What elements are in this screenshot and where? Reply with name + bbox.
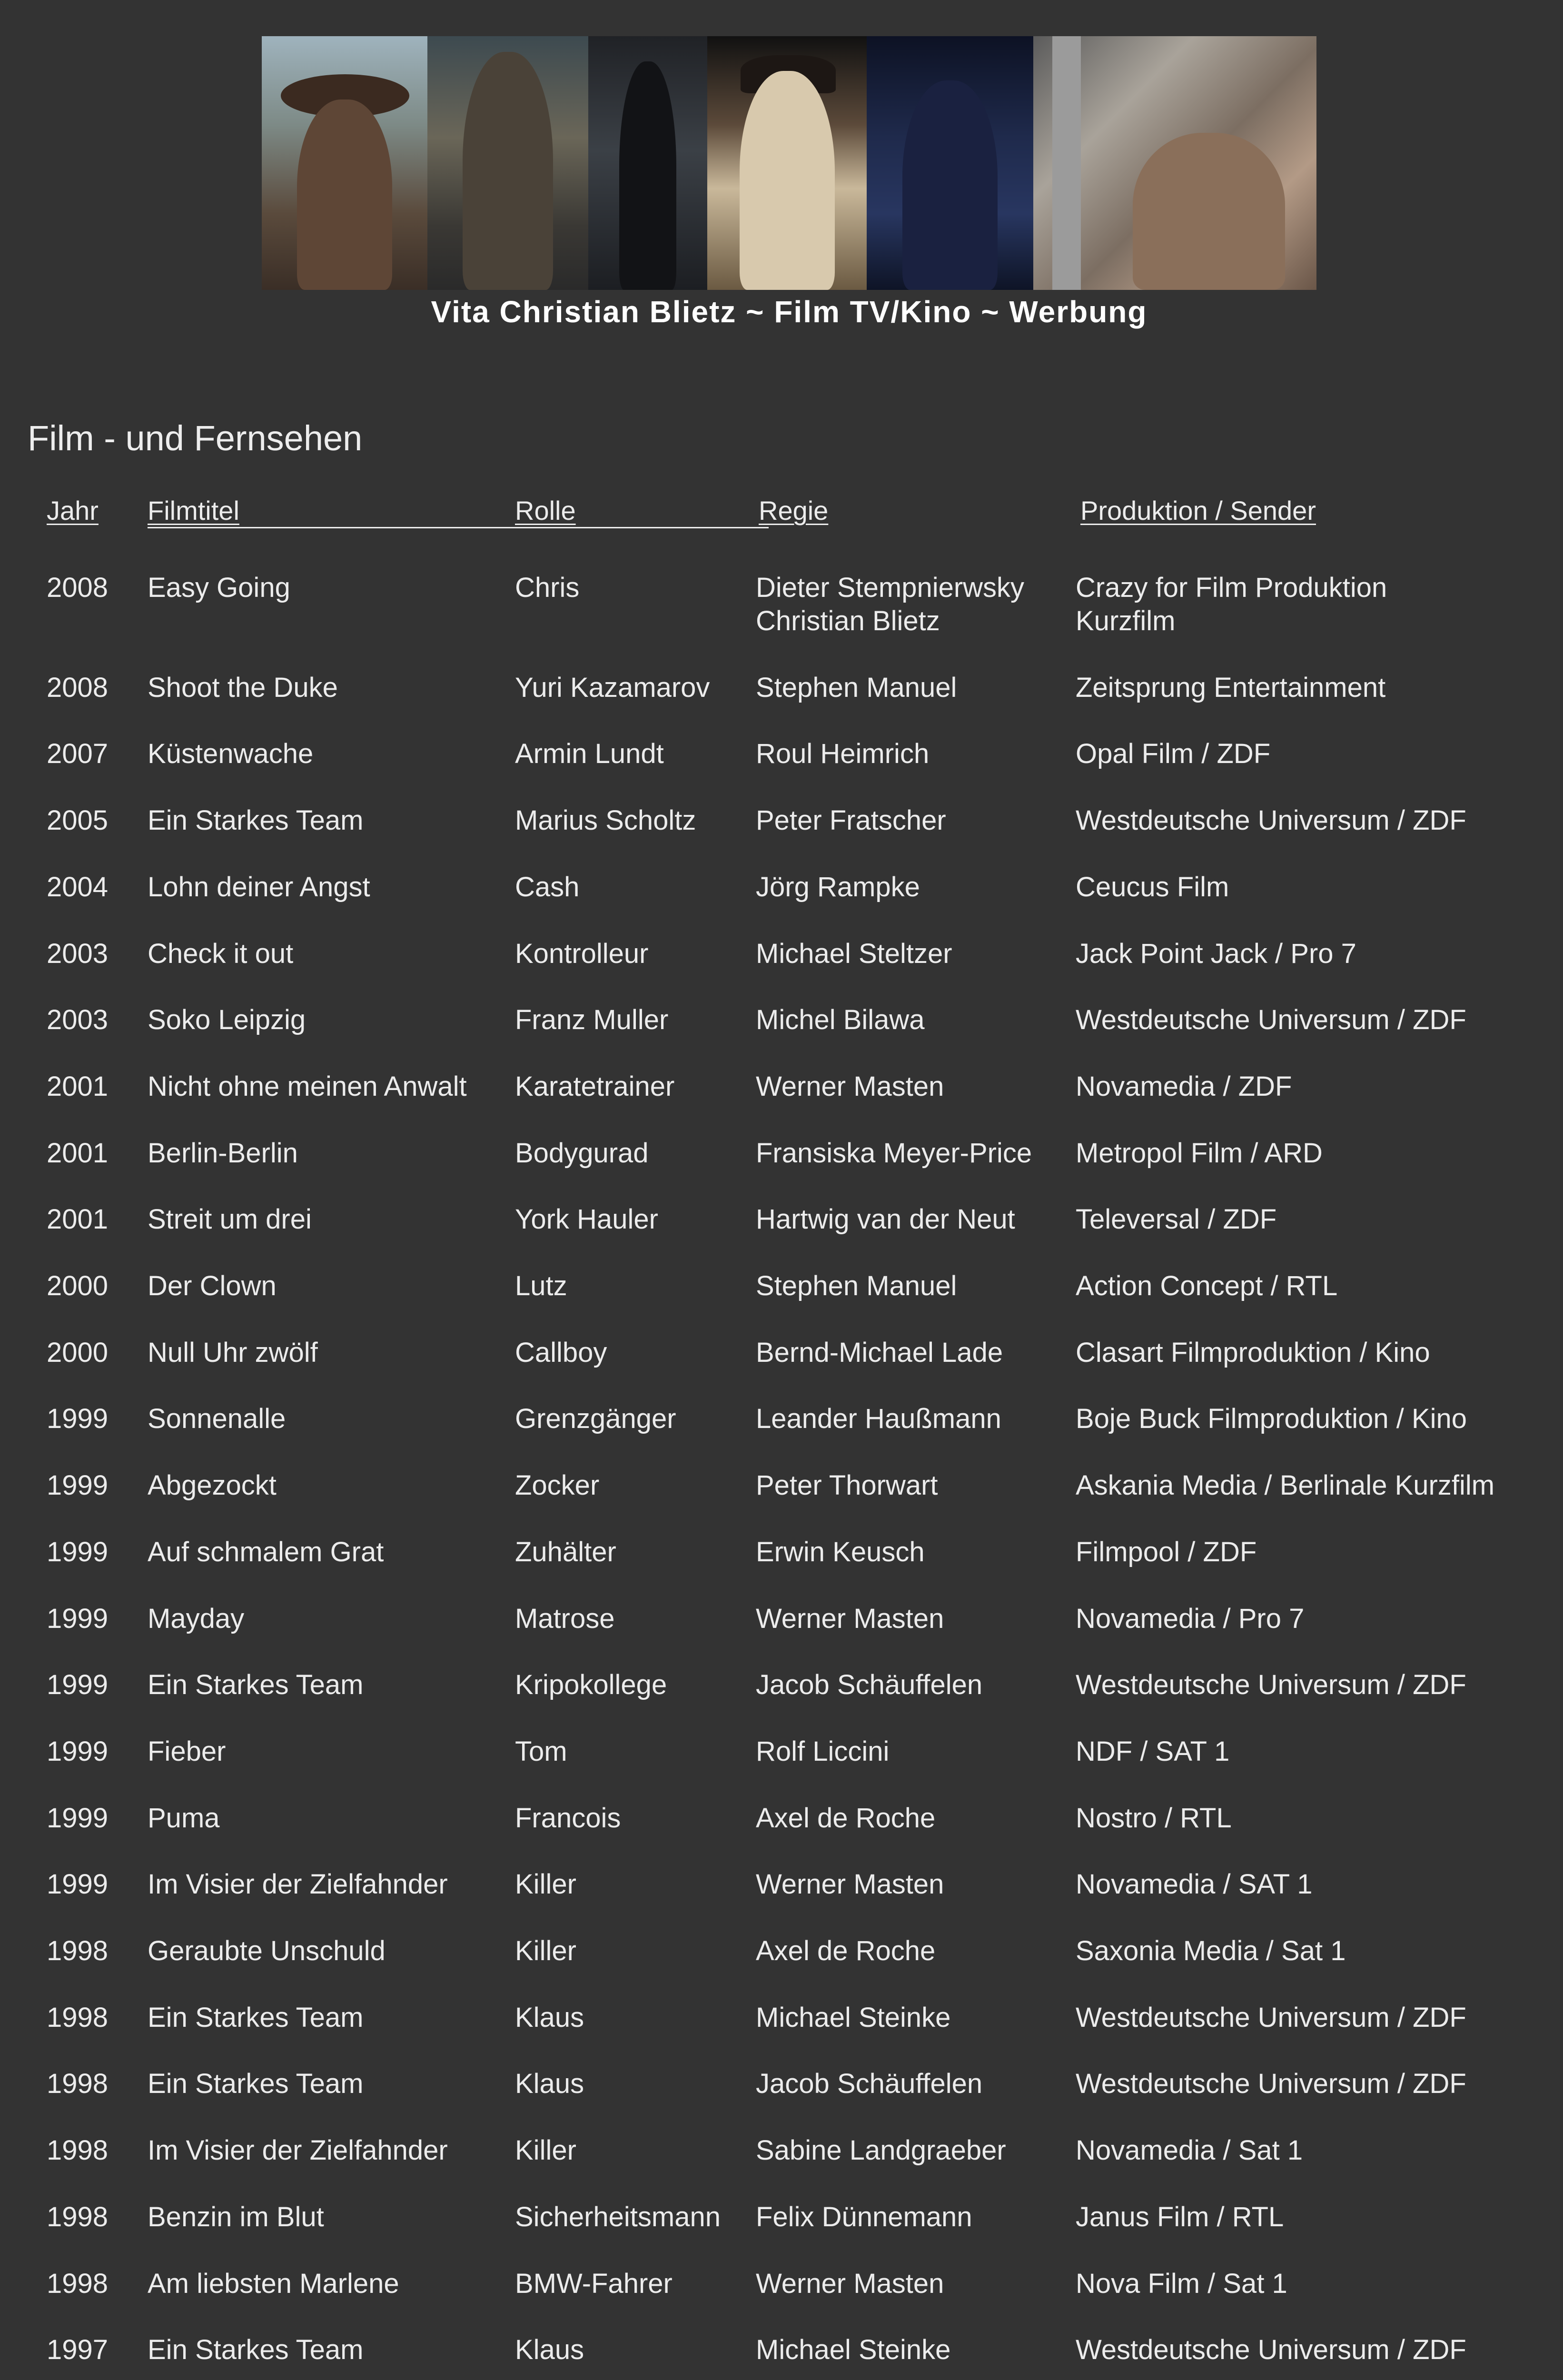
title-cell: Benzin im Blut [148, 2201, 324, 2232]
title-cell: Puma [148, 1802, 220, 1834]
table-row [0, 1469, 1563, 1507]
production-cell [1076, 671, 1385, 704]
table-row [0, 1668, 1563, 1706]
year-cell: 2000 [47, 1270, 109, 1301]
year-cell: 2001 [47, 1204, 109, 1235]
production-cell-line: Kurzfilm [1076, 605, 1176, 636]
title-cell: Soko Leipzig [148, 1004, 306, 1036]
production-cell [1076, 1536, 1256, 1569]
production-cell-line: Westdeutsche Universum / ZDF [1076, 1669, 1466, 1701]
director-cell-line: Michel Bilawa [756, 1004, 925, 1036]
production-cell-line: Clasart Filmproduktion / Kino [1076, 1337, 1430, 1368]
title-cell: Fieber [148, 1735, 226, 1767]
title-cell: Nicht ohne meinen Anwalt [148, 1071, 467, 1102]
production-cell-line: Novamedia / Pro 7 [1076, 1603, 1305, 1634]
director-cell-line: Michael Steltzer [756, 938, 952, 969]
role-cell: Zuhälter [515, 1536, 616, 1567]
photo-pirate [707, 36, 867, 290]
title-cell: Ein Starkes Team [148, 2002, 364, 2033]
table-row [0, 1003, 1563, 1041]
table-row [0, 571, 1563, 636]
role-cell: Tom [515, 1735, 567, 1767]
director-cell-line: Christian Blietz [756, 605, 940, 636]
director-cell [756, 804, 946, 837]
table-row [0, 671, 1563, 709]
year-cell: 2005 [47, 805, 109, 836]
director-cell [756, 2201, 972, 2234]
year-cell: 2003 [47, 938, 109, 969]
role-cell: Bodygurad [515, 1137, 649, 1169]
production-cell-line: Novamedia / Sat 1 [1076, 2135, 1303, 2166]
production-cell-line: Westdeutsche Universum / ZDF [1076, 2068, 1466, 2100]
director-cell [756, 1336, 1003, 1369]
table-row [0, 1536, 1563, 1574]
production-cell [1076, 1269, 1337, 1303]
production-cell-line: NDF / SAT 1 [1076, 1735, 1230, 1767]
director-cell-line: Michael Steinke [756, 2002, 951, 2033]
title-cell: Küstenwache [148, 738, 314, 770]
year-cell: 1999 [47, 1470, 109, 1501]
production-cell [1076, 1003, 1466, 1037]
title-cell: Am liebsten Marlene [148, 2268, 399, 2299]
title-cell: Abgezockt [148, 1470, 277, 1501]
title-cell: Mayday [148, 1603, 245, 1634]
table-row [0, 1802, 1563, 1840]
director-cell-line: Rolf Liccini [756, 1735, 890, 1767]
director-cell [756, 1070, 944, 1103]
director-cell [756, 1003, 925, 1037]
column-header-production: Produktion / Sender [1080, 496, 1316, 526]
production-cell-line: Janus Film / RTL [1076, 2201, 1284, 2232]
year-cell: 1998 [47, 2002, 109, 2033]
director-cell [756, 1203, 1015, 1236]
production-cell [1076, 1336, 1430, 1369]
director-cell-line: Felix Dünnemann [756, 2201, 972, 2232]
role-cell: Klaus [515, 2002, 584, 2033]
production-cell [1076, 2134, 1303, 2167]
title-cell: Streit um drei [148, 1204, 312, 1235]
role-cell: Kontrolleur [515, 938, 649, 969]
role-cell: Marius Scholtz [515, 805, 696, 836]
director-cell-line: Stephen Manuel [756, 672, 957, 703]
production-cell [1076, 1802, 1232, 1835]
production-cell [1076, 737, 1270, 771]
director-cell-line: Roul Heimrich [756, 738, 930, 770]
director-cell [756, 1602, 944, 1636]
director-cell-line: Leander Haußmann [756, 1403, 1001, 1435]
director-cell [756, 737, 929, 771]
year-cell: 1999 [47, 1603, 109, 1634]
production-cell-line: Novamedia / ZDF [1076, 1071, 1292, 1102]
table-row [0, 2067, 1563, 2105]
production-cell-line: Televersal / ZDF [1076, 1204, 1277, 1235]
production-cell-line: Boje Buck Filmproduktion / Kino [1076, 1403, 1467, 1435]
director-cell-line: Bernd-Michael Lade [756, 1337, 1003, 1368]
production-cell-line: Saxonia Media / Sat 1 [1076, 1935, 1346, 1966]
year-cell: 1998 [47, 2268, 109, 2299]
production-cell [1076, 2201, 1284, 2234]
column-header-role: Rolle [515, 496, 576, 526]
year-cell: 1997 [47, 2334, 109, 2366]
production-cell [1076, 1203, 1276, 1236]
production-cell [1076, 571, 1387, 638]
director-cell [756, 1934, 935, 1968]
table-row [0, 1336, 1563, 1374]
production-cell-line: Westdeutsche Universum / ZDF [1076, 2334, 1466, 2366]
production-cell-line: Nova Film / Sat 1 [1076, 2268, 1287, 2299]
column-header-director: Regie [759, 496, 829, 526]
year-cell: 1998 [47, 1935, 109, 1966]
director-cell-line: Erwin Keusch [756, 1536, 925, 1567]
director-cell-line: Peter Thorwart [756, 1470, 938, 1501]
role-cell: Franz Muller [515, 1004, 669, 1036]
title-cell: Ein Starkes Team [148, 2334, 364, 2366]
director-cell-line: Jörg Rampke [756, 871, 920, 902]
production-cell [1076, 2067, 1466, 2101]
table-row [0, 1137, 1563, 1175]
production-cell-line: Westdeutsche Universum / ZDF [1076, 1004, 1466, 1036]
photo-dark-portrait [867, 36, 1033, 290]
director-cell-line: Peter Fratscher [756, 805, 946, 836]
role-cell: BMW-Fahrer [515, 2268, 673, 2299]
photo-gunman [427, 36, 588, 290]
director-cell-line: Fransiska Meyer-Price [756, 1137, 1032, 1169]
production-cell [1076, 2001, 1466, 2034]
production-cell [1076, 1402, 1467, 1436]
director-cell [756, 1668, 982, 1702]
year-cell: 2007 [47, 738, 109, 770]
production-cell-line: Zeitsprung Entertainment [1076, 672, 1386, 703]
role-cell: Zocker [515, 1470, 600, 1501]
film-section-heading: Film - und Fernsehen [28, 418, 363, 458]
table-row [0, 2267, 1563, 2305]
director-cell [756, 1137, 1032, 1170]
production-cell-line: Opal Film / ZDF [1076, 738, 1271, 770]
director-cell-line: Werner Masten [756, 1071, 944, 1102]
year-cell: 1999 [47, 1869, 109, 1900]
director-cell-line: Werner Masten [756, 2268, 944, 2299]
director-cell [756, 671, 957, 704]
director-cell [756, 1802, 935, 1835]
column-header-title: Filmtitel [148, 496, 239, 526]
banner-caption: Vita Christian Blietz ~ Film TV/Kino ~ Werbung [431, 295, 1148, 329]
director-cell [756, 2333, 950, 2367]
director-cell-line: Jacob Schäuffelen [756, 1669, 983, 1701]
director-cell-line: Werner Masten [756, 1869, 944, 1900]
title-cell: Geraubte Unschuld [148, 1935, 386, 1966]
production-cell-line: Westdeutsche Universum / ZDF [1076, 2002, 1466, 2033]
production-cell [1076, 1934, 1345, 1968]
year-cell: 1999 [47, 1802, 109, 1834]
table-row [0, 1402, 1563, 1440]
production-cell-line: Novamedia / SAT 1 [1076, 1869, 1313, 1900]
director-cell [756, 1402, 1001, 1436]
director-cell [756, 2267, 944, 2301]
role-cell: Lutz [515, 1270, 567, 1301]
role-cell: York Hauler [515, 1204, 658, 1235]
table-row [0, 1868, 1563, 1906]
title-cell: Ein Starkes Team [148, 2068, 364, 2100]
production-cell-line: Filmpool / ZDF [1076, 1536, 1257, 1567]
director-cell [756, 2001, 950, 2034]
table-row [0, 1934, 1563, 1973]
year-cell: 1999 [47, 1403, 109, 1435]
year-cell: 2004 [47, 871, 109, 902]
director-cell [756, 1536, 925, 1569]
title-cell: Easy Going [148, 572, 290, 603]
year-cell: 1999 [47, 1669, 109, 1701]
film-table-header [47, 495, 1351, 528]
title-cell: Check it out [148, 938, 294, 969]
production-cell-line: Nostro / RTL [1076, 1802, 1232, 1834]
title-cell: Berlin-Berlin [148, 1137, 298, 1169]
photo-cowboy [262, 36, 427, 290]
year-cell: 1998 [47, 2201, 109, 2232]
production-cell [1076, 1735, 1229, 1768]
table-row [0, 1269, 1563, 1308]
table-row [0, 937, 1563, 975]
role-cell: Killer [515, 1869, 576, 1900]
director-cell-line: Hartwig van der Neut [756, 1204, 1015, 1235]
director-cell-line: Sabine Landgraeber [756, 2135, 1006, 2166]
production-cell [1076, 1070, 1292, 1103]
table-row [0, 1602, 1563, 1640]
director-cell [756, 871, 920, 904]
year-cell: 1998 [47, 2068, 109, 2100]
year-cell: 2003 [47, 1004, 109, 1036]
title-cell: Im Visier der Zielfahnder [148, 2135, 448, 2166]
table-row [0, 737, 1563, 775]
title-cell: Ein Starkes Team [148, 1669, 364, 1701]
production-cell [1076, 937, 1356, 971]
director-cell-line: Michael Steinke [756, 2334, 951, 2366]
director-cell-line: Axel de Roche [756, 1802, 936, 1834]
year-cell: 1998 [47, 2135, 109, 2166]
year-cell: 2008 [47, 672, 109, 703]
role-cell: Chris [515, 572, 580, 603]
production-cell [1076, 2267, 1287, 2301]
table-row [0, 1735, 1563, 1773]
year-cell: 1999 [47, 1735, 109, 1767]
title-cell: Lohn deiner Angst [148, 871, 370, 902]
production-cell [1076, 804, 1466, 837]
column-header-year: Jahr [47, 496, 99, 526]
role-cell: Klaus [515, 2068, 584, 2100]
role-cell: Kripokollege [515, 1669, 667, 1701]
table-row [0, 1203, 1563, 1241]
production-cell-line: Westdeutsche Universum / ZDF [1076, 805, 1466, 836]
director-cell [756, 1469, 938, 1502]
production-cell [1076, 1469, 1494, 1502]
production-cell [1076, 1668, 1466, 1702]
production-cell-line: Metropol Film / ARD [1076, 1137, 1323, 1169]
role-cell: Karatetrainer [515, 1071, 675, 1102]
director-cell [756, 937, 952, 971]
director-cell [756, 571, 1024, 638]
production-cell-line: Action Concept / RTL [1076, 1270, 1338, 1301]
director-cell-line: Dieter Stempnierwsky [756, 572, 1025, 603]
director-cell-line: Werner Masten [756, 1603, 944, 1634]
table-row [0, 871, 1563, 909]
role-cell: Killer [515, 1935, 576, 1966]
title-cell: Sonnenalle [148, 1403, 286, 1435]
role-cell: Killer [515, 2135, 576, 2166]
production-cell [1076, 2333, 1466, 2367]
header-divider-line [148, 527, 769, 528]
table-row [0, 2134, 1563, 2172]
production-cell [1076, 1868, 1313, 1901]
table-row [0, 2333, 1563, 2371]
banner-photo-strip [262, 36, 1316, 290]
year-cell: 2008 [47, 572, 109, 603]
director-cell [756, 2134, 1006, 2167]
photo-stunt-scene [1033, 36, 1316, 290]
title-cell: Auf schmalem Grat [148, 1536, 384, 1567]
production-cell-line: Askania Media / Berlinale Kurzfilm [1076, 1470, 1495, 1501]
role-cell: Armin Lundt [515, 738, 664, 770]
director-cell [756, 1868, 944, 1901]
role-cell: Callboy [515, 1337, 607, 1368]
year-cell: 2000 [47, 1337, 109, 1368]
title-cell: Der Clown [148, 1270, 277, 1301]
role-cell: Sicherheitsmann [515, 2201, 721, 2232]
year-cell: 2001 [47, 1137, 109, 1169]
table-row [0, 2001, 1563, 2039]
production-cell-line: Jack Point Jack / Pro 7 [1076, 938, 1356, 969]
role-cell: Francois [515, 1802, 621, 1834]
production-cell [1076, 1137, 1323, 1170]
production-cell [1076, 1602, 1304, 1636]
title-cell: Ein Starkes Team [148, 805, 364, 836]
role-cell: Yuri Kazamarov [515, 672, 710, 703]
director-cell-line: Axel de Roche [756, 1935, 936, 1966]
title-cell: Im Visier der Zielfahnder [148, 1869, 448, 1900]
table-row [0, 2201, 1563, 2239]
title-cell: Null Uhr zwölf [148, 1337, 318, 1368]
year-cell: 2001 [47, 1071, 109, 1102]
role-cell: Klaus [515, 2334, 584, 2366]
table-row [0, 804, 1563, 842]
director-cell-line: Jacob Schäuffelen [756, 2068, 983, 2100]
director-cell [756, 1735, 889, 1768]
title-cell: Shoot the Duke [148, 672, 338, 703]
role-cell: Cash [515, 871, 580, 902]
production-cell-line: Crazy for Film Produktion [1076, 572, 1387, 603]
role-cell: Grenzgänger [515, 1403, 676, 1435]
year-cell: 1999 [47, 1536, 109, 1567]
role-cell: Matrose [515, 1603, 615, 1634]
director-cell-line: Stephen Manuel [756, 1270, 957, 1301]
production-cell [1076, 871, 1229, 904]
director-cell [756, 1269, 957, 1303]
photo-leather-outfit [588, 36, 707, 290]
table-row [0, 1070, 1563, 1108]
director-cell [756, 2067, 982, 2101]
production-cell-line: Ceucus Film [1076, 871, 1229, 902]
